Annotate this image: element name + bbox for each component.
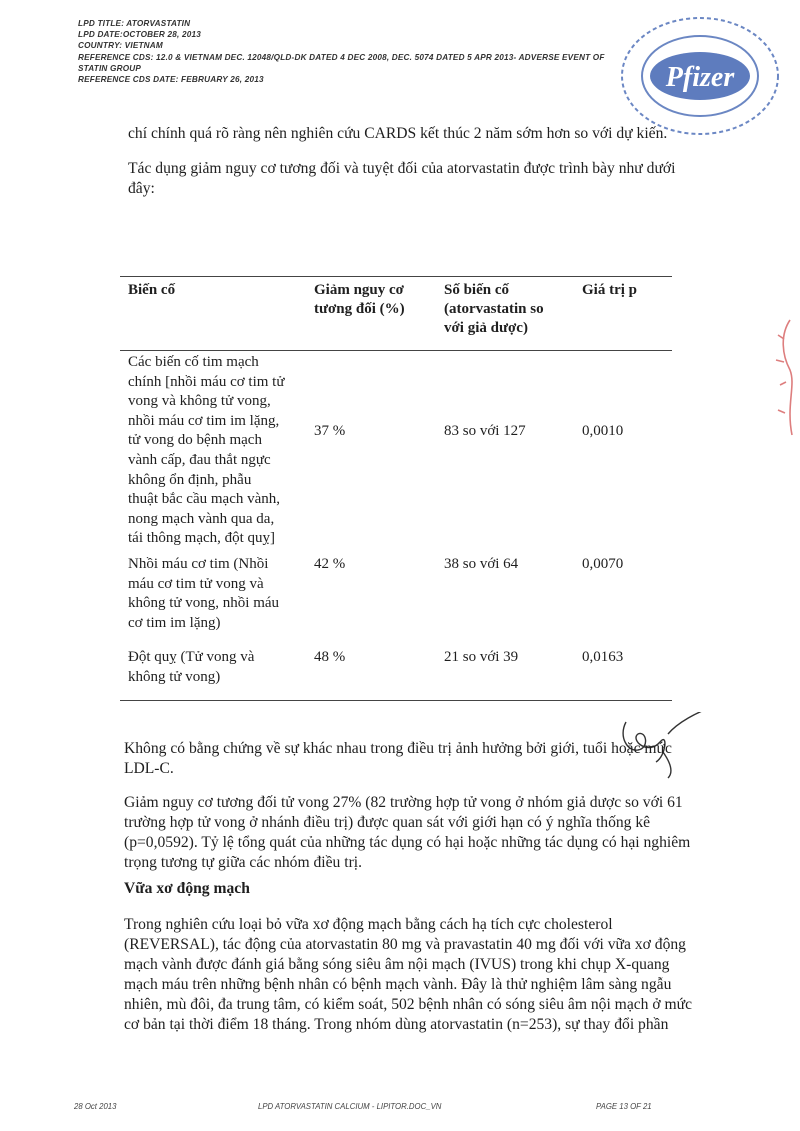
table-top-rule [120, 276, 672, 277]
paragraph-4-line-3: (p=0,0592). Tỷ lệ tổng quát của những tác dụng có hại hoặc những tác dụng có hại nghiêm [124, 834, 691, 851]
table-row-1-rrr: 37 % [314, 423, 346, 439]
paragraph-5-line-5: nhiên, mù đôi, đa trung tâm, có kiểm soát, 502 bệnh nhân có sóng siêu âm nội mạch ở mức [124, 996, 692, 1013]
footer-doc-name: LPD ATORVASTATIN CALCIUM - LIPITOR.DOC_VN [258, 1102, 442, 1111]
table-row-1-events: 83 so với 127 [444, 423, 526, 439]
header-reference-cont: STATIN GROUP [78, 63, 142, 73]
table-row-2-p: 0,0070 [582, 556, 624, 572]
paragraph-3-line-1: Không có bằng chứng về sự khác nhau trong điều trị ảnh hưởng bởi giới, tuổi hoặc mức [124, 740, 672, 757]
paragraph-5-line-1: Trong nghiên cứu loại bỏ vữa xơ động mạch bằng cách hạ tích cực cholesterol [124, 916, 613, 933]
header-country: COUNTRY: VIETNAM [78, 41, 163, 51]
table-row-3-rrr: 48 % [314, 649, 346, 665]
paragraph-4-line-4: trọng tương tự giữa các nhóm điều trị. [124, 854, 363, 871]
paragraph-5-line-6: cơ bản tại thời điểm 18 tháng. Trong nhóm dùng atorvastatin (n=253), sự thay đổi phần [124, 1016, 669, 1033]
header-reference-date: REFERENCE CDS DATE: FEBRUARY 26, 2013 [78, 75, 264, 85]
paragraph-1: chí chính quá rõ ràng nên nghiên cứu CARDS kết thúc 2 năm sớm hơn so với dự kiến. [128, 125, 668, 142]
table-row-1-event: Các biến cố tim mạch chính [nhồi máu cơ tim tử vong và không tử vong, nhồi máu cơ tim im lặng, tử vong do bệnh mạch vành cấp, đau thắt ngực không ổn định, phẫu thuật bắc cầu mạch vành, nong mạch vành qua da, tái thông mạch, đột quỵ] [128, 354, 285, 547]
table-header-events: Số biến cố (atorvastatin so với giả dược) [444, 282, 544, 336]
paragraph-5-line-2: (REVERSAL), tác động của atorvastatin 80 mg và pravastatin 40 mg đối với vữa xơ động [124, 936, 686, 953]
paragraph-4-line-2: trường hợp tử vong ở nhánh điều trị) được quan sát với giới hạn có ý nghĩa thống kê [124, 814, 651, 831]
table-row-3-events: 21 so với 39 [444, 649, 519, 665]
header-title: LPD TITLE: ATORVASTATIN [78, 19, 191, 28]
paragraph-5-line-3: mạch vành được đánh giá bằng sóng siêu âm nội mạch (IVUS) trong khi chụp X-quang [124, 956, 670, 973]
table-row-2-events: 38 so với 64 [444, 556, 519, 572]
table-header-p-value: Giá trị p [582, 282, 637, 298]
table-row-3-p: 0,0163 [582, 649, 624, 665]
table-header-event: Biến cố [128, 282, 176, 298]
paragraph-2-line-2: đây: [128, 180, 155, 197]
paragraph-2-line-1: Tác dụng giảm nguy cơ tương đối và tuyệt đối của atorvastatin được trình bày như dưới [128, 160, 676, 177]
paragraph-5-line-4: mạch máu trên những bệnh nhân có bệnh mạch vành. Đây là thử nghiệm lâm sàng ngẫu [124, 976, 672, 993]
section-heading: Vữa xơ động mạch [124, 880, 250, 897]
document-header [78, 18, 605, 85]
table-row-2-rrr: 42 % [314, 556, 346, 572]
table-header-rrr: Giảm nguy cơ tương đối (%) [314, 282, 405, 317]
pfizer-logo-text: Pfizer [665, 62, 735, 93]
paragraph-3-line-2: LDL-C. [124, 760, 174, 777]
paragraph-4-line-1: Giảm nguy cơ tương đối tử vong 27% (82 trường hợp tử vong ở nhóm giả dược so với 61 [124, 794, 683, 811]
table-header-rule [120, 350, 672, 351]
table-bottom-rule [120, 700, 672, 701]
footer-page-number: PAGE 13 OF 21 [596, 1102, 652, 1111]
header-date: LPD DATE:OCTOBER 28, 2013 [78, 30, 201, 40]
table-row-3-event: Đột quỵ (Tử vong và không tử vong) [128, 649, 255, 685]
header-reference: REFERENCE CDS: 12.0 & VIETNAM DEC. 12048/QLD-DK DATED 4 DEC 2008, DEC. 5074 DATED 5 APR 2013- ADVERSE EVENT OF [78, 52, 605, 62]
footer-date: 28 Oct 2013 [74, 1102, 117, 1111]
table-row-1-p: 0,0010 [582, 423, 624, 439]
side-stamp-fragment [768, 315, 798, 445]
table-row-2-event: Nhồi máu cơ tim (Nhồi máu cơ tim tử vong và không tử vong, nhồi máu cơ tim im lặng) [128, 556, 280, 631]
